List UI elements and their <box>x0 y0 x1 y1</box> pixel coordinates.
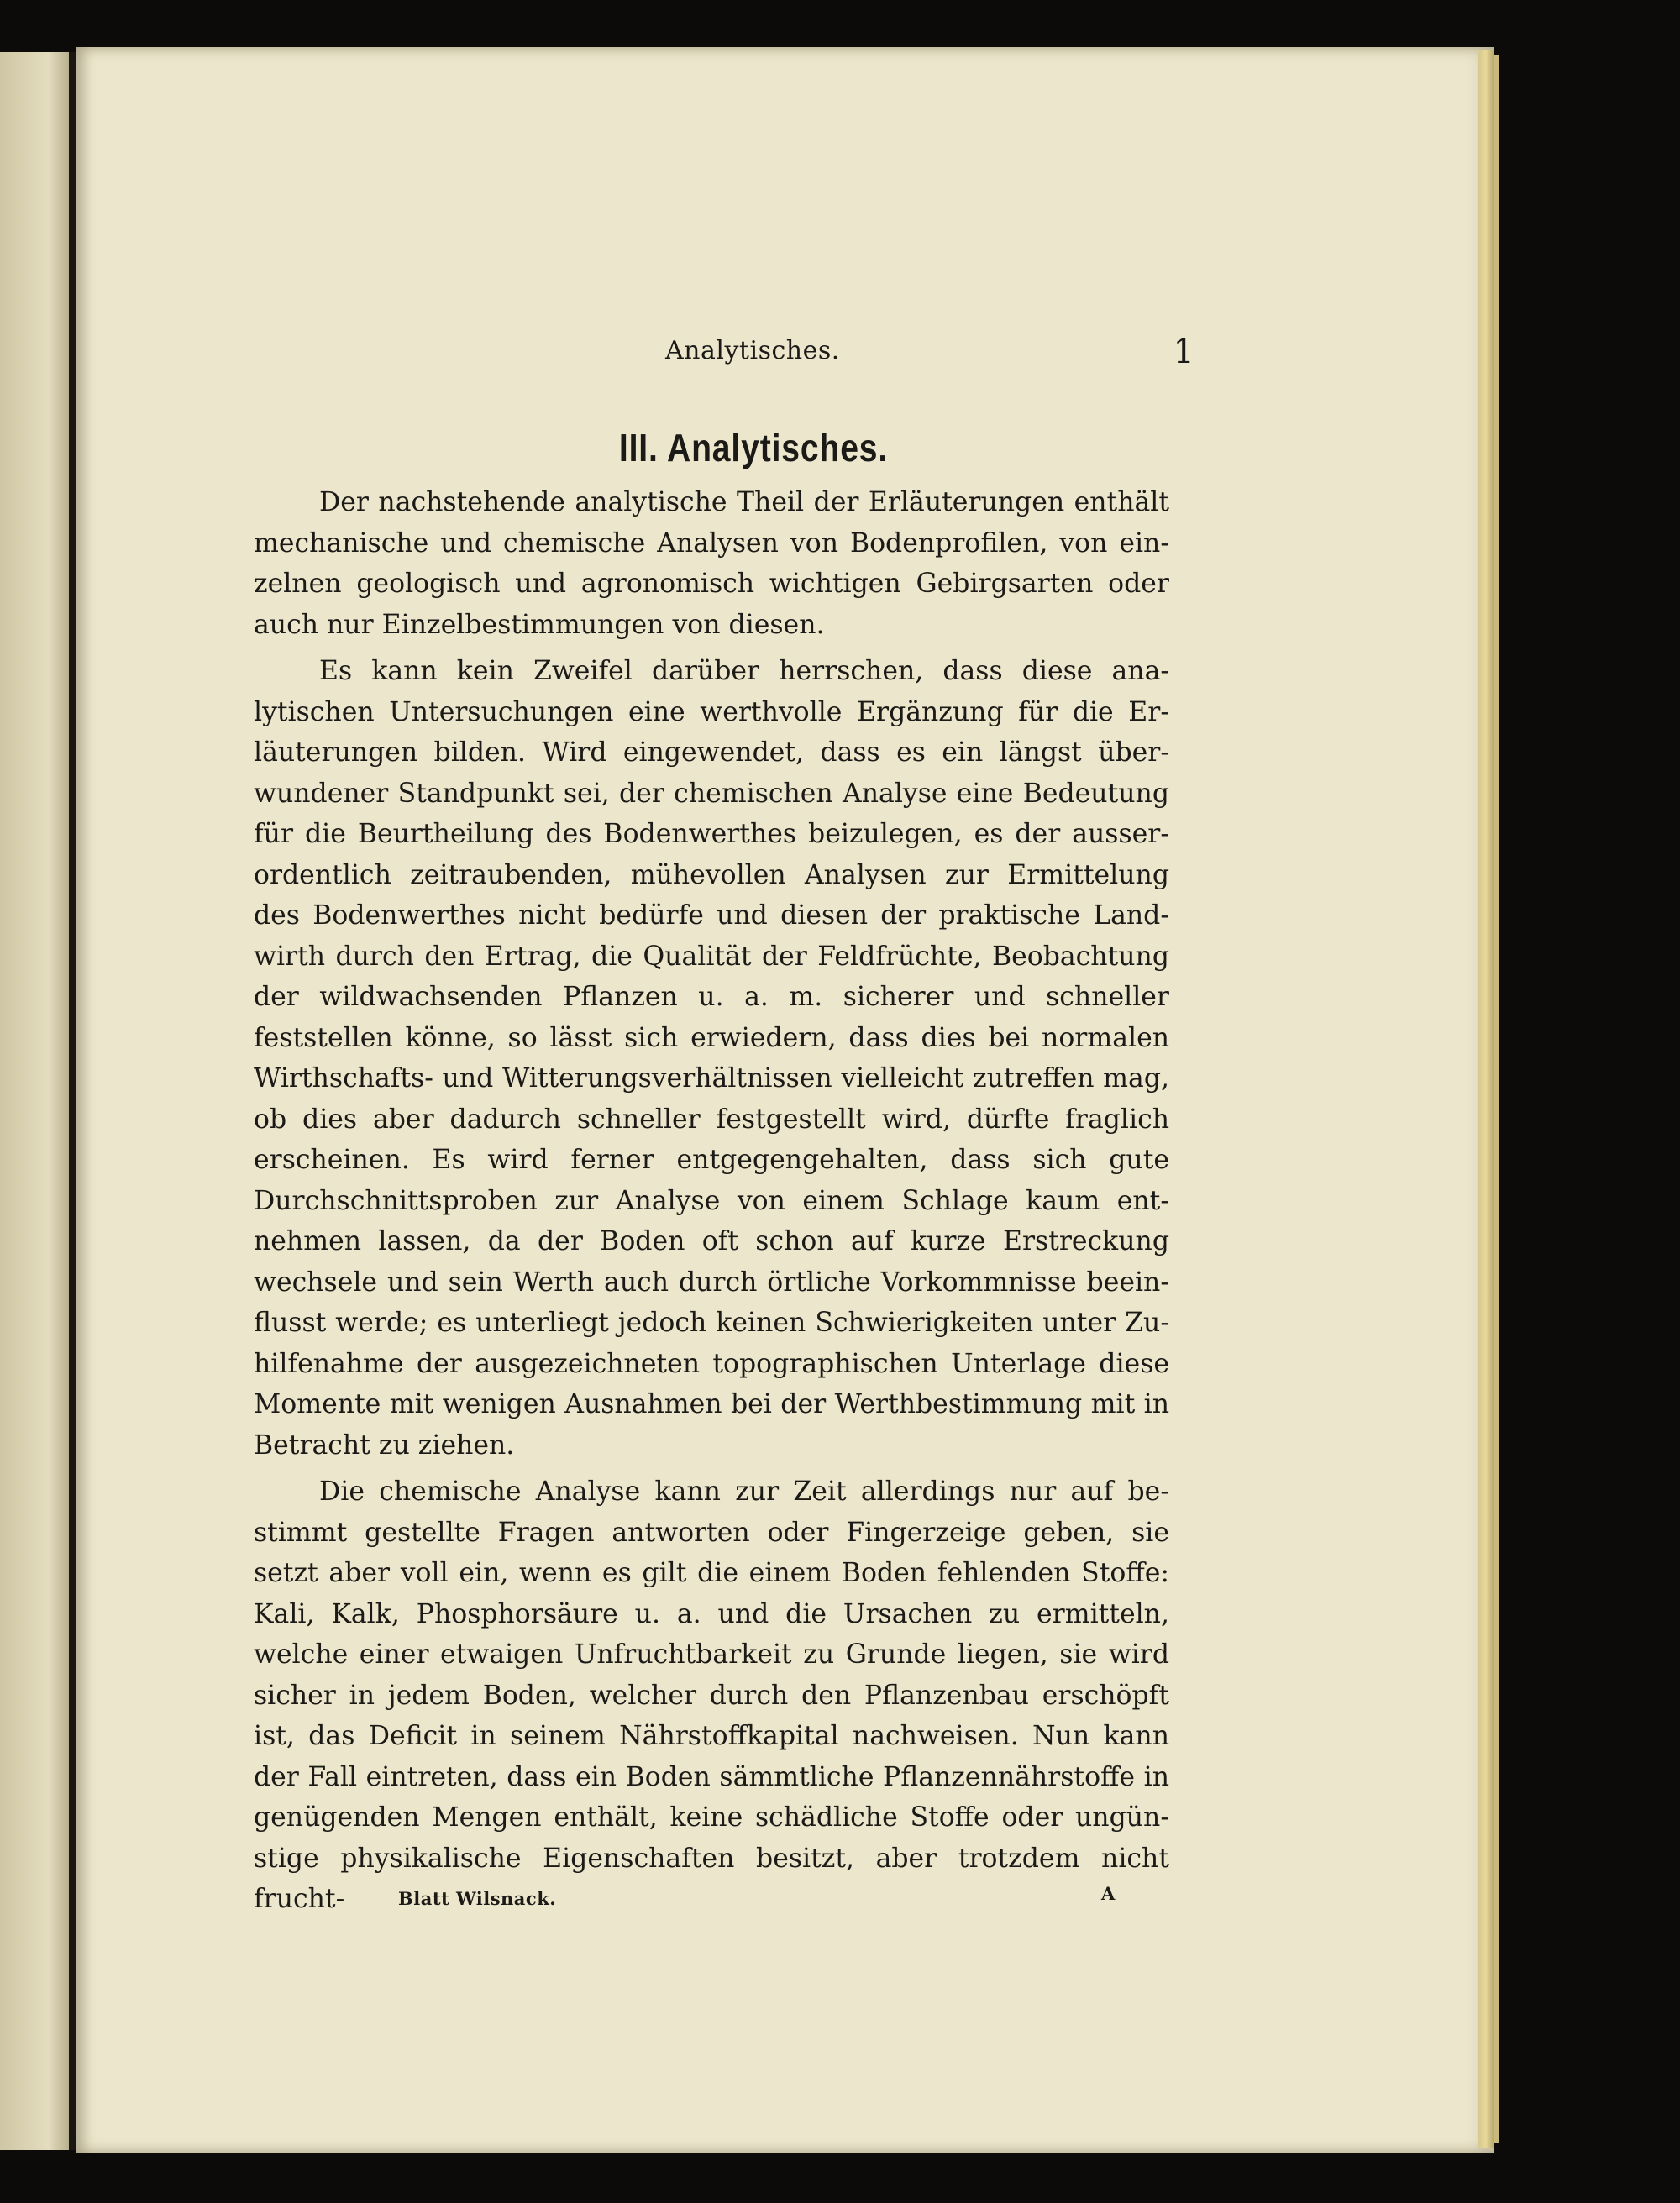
page-number: 1 <box>1173 333 1194 371</box>
book-page <box>76 47 1494 2153</box>
book-gutter <box>69 52 76 2150</box>
paragraph-2: Es kann kein Zweifel darüber herrschen, dass diese analytischen Untersuchungen eine werthvolle Ergänzung für die Erläuterungen bilden. Wird eingewendet, dass es ein längst überwundener Standpunkt sei, der chemischen Analyse eine Bedeutung für die Beurtheilung des Bodenwerthes beizulegen, es der ausserordentlich zeitraubenden, mühevollen Analysen zur Ermittelung des Bodenwerthes nicht bedürfe und diesen der praktische Landwirth durch den Ertrag, die Qualität der Feldfrüchte, Beobachtung der wildwachsenden Pflanzen u. a. m. sicherer und schneller feststellen könne, so lässt sich erwiedern, dass dies bei normalen Wirthschafts- und Witterungsverhältnissen vielleicht zutreffen mag, ob dies aber dadurch schneller festgestellt wird, dürfte fraglich erscheinen. Es wird ferner entgegengehalten, dass sich gute Durchschnittsproben zur Analyse von einem Schlage kaum entnehmen lassen, da der Boden oft schon auf kurze Erstreckung wechsele und sein Werth auch durch örtliche Vorkommnisse beeinflusst werde; es unterliegt jedoch keinen Schwierigkeiten unter Zuhilfenahme der ausgezeichneten topographischen Unterlage diese Momente mit wenigen Ausnahmen bei der Werthbestimmung mit in Betracht zu ziehen. <box>254 656 1169 1461</box>
running-header <box>254 333 1253 375</box>
page-fore-edge <box>1478 50 1494 2148</box>
signature-mark: A <box>1101 1883 1116 1904</box>
body-text <box>254 482 1169 1920</box>
paragraph-3: Die chemische Analyse kann zur Zeit allerdings nur auf bestimmt gestellte Fragen antworten oder Fingerzeige geben, sie setzt aber voll ein, wenn es gilt die einem Boden fehlenden Stoffe: Kali, Kalk, Phosphorsäure u. a. und die Ursachen zu ermitteln, welche einer etwaigen Unfruchtbarkeit zu Grunde liegen, sie wird sicher in jedem Boden, welcher durch den Pflanzenbau erschöpft ist, das Deficit in seinem Nährstoffkapital nachweisen. Nun kann der Fall eintreten, dass ein Boden sämmtliche Pflanzennährstoffe in genügenden Mengen enthält, keine schädliche Stoffe oder ungünstige physikalische Eigenschaften besitzt, aber trotzdem nicht frucht- <box>254 1477 1169 1914</box>
page-footer <box>254 1883 1169 1917</box>
sheet-label: Blatt Wilsnack. <box>398 1888 557 1909</box>
page-fore-edge-shadow <box>1494 55 1499 2143</box>
running-title: Analytisches. <box>665 336 840 365</box>
section-title: III. Analytisches. <box>618 426 889 469</box>
paragraph-1: Der nachstehende analytische Theil der Erläuterungen enthält mechanische und chemische Analysen von Bodenprofilen, von einzelnen geologisch und agronomisch wichtigen Gebirgsarten oder auch nur Einzelbestimmungen von diesen. <box>254 487 1169 640</box>
facing-page-edge <box>0 52 69 2150</box>
